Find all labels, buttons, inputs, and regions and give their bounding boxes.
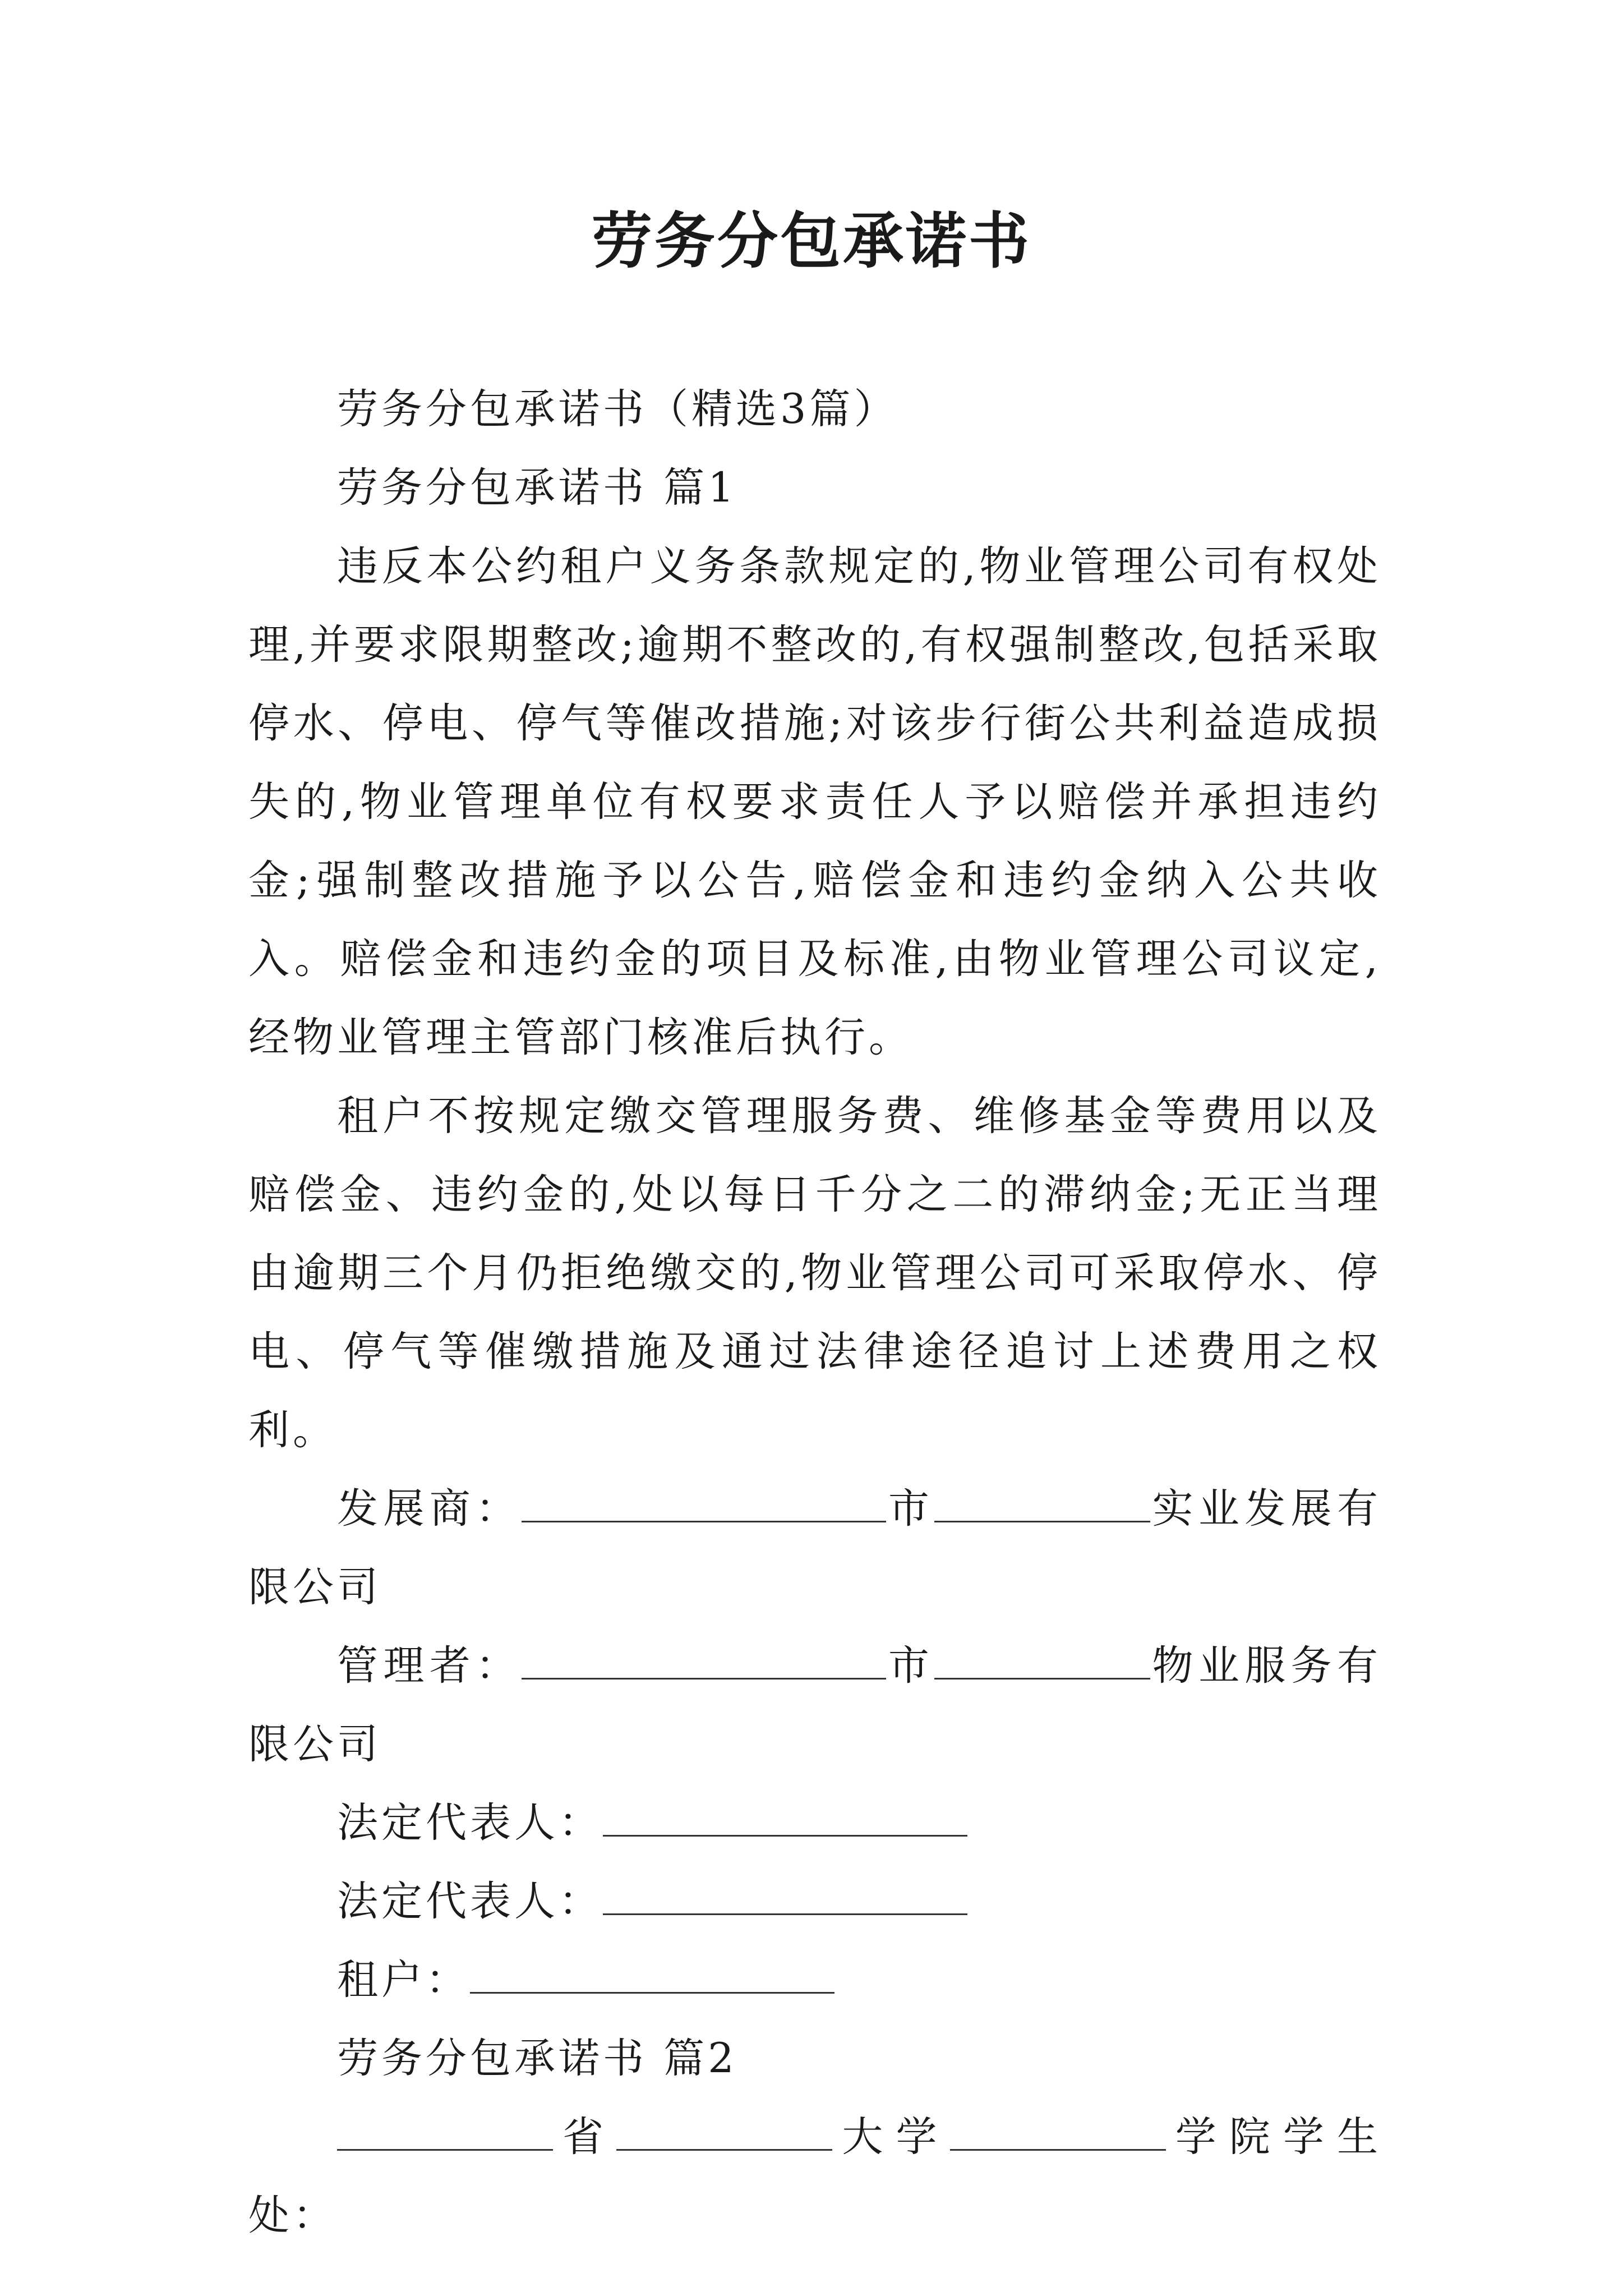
developer-suffix: 实业发展有限公司: [248, 1485, 1382, 1611]
legal-rep-label-1: 法定代表人：: [337, 1799, 603, 1847]
university-blank: [616, 2110, 832, 2151]
province-label: 省: [553, 2113, 617, 2161]
paragraph-2: 租户不按规定缴交管理服务费、维修基金等费用以及赔偿金、违约金的,处以每日千分之二的滞纳金;无正当理由逾期三个月仍拒绝缴交的,物业管理公司可采取停水、停电、停气等催缴措施及通过法律途径追讨上述费用之权利。: [248, 1092, 1381, 1454]
tenant-blank: [470, 1953, 834, 1994]
legal-rep-blank-2: [603, 1874, 967, 1915]
subtitle: 劳务分包承诺书（精选3篇）: [337, 385, 898, 433]
developer-blank: [522, 1481, 886, 1522]
legal-rep-label-2: 法定代表人：: [337, 1878, 603, 1925]
developer-city-blank: [934, 1481, 1150, 1522]
section-heading-1: 劳务分包承诺书 篇1: [337, 464, 737, 512]
manager-line: [248, 1627, 1381, 1784]
manager-suffix: 物业服务有限公司: [248, 1642, 1382, 1768]
paragraph-1: 违反本公约租户义务条款规定的,物业管理公司有权处理,并要求限期整改;逾期不整改的,有权强制整改,包括采取停水、停电、停气等催改措施;对该步行街公共利益造成损失的,物业管理单位有权要求责任人予以赔偿并承担违约金;强制整改措施予以公告,赔偿金和违约金纳入公共收入。赔偿金和违约金的项目及标准,由物业管理公司议定,经物业管理主管部门核准后执行。: [248, 542, 1381, 1061]
province-blank: [337, 2110, 553, 2151]
legal-rep-line-2: [248, 1862, 1381, 1941]
section-heading-2: 劳务分包承诺书 篇2: [337, 2035, 737, 2082]
legal-rep-blank-1: [603, 1796, 967, 1837]
developer-line: [248, 1470, 1381, 1627]
university-label: 大学: [832, 2113, 950, 2161]
tenant-label: 租户：: [337, 1956, 470, 2004]
manager-city-label: 市: [886, 1642, 935, 1690]
manager-blank: [522, 1639, 886, 1680]
manager-label: 管理者：: [337, 1642, 522, 1690]
legal-rep-line-1: [248, 1784, 1381, 1862]
manager-city-blank: [934, 1639, 1150, 1680]
developer-city-label: 市: [886, 1485, 935, 1533]
college-label: 学院学生处：: [248, 2113, 1382, 2239]
college-blank: [950, 2110, 1166, 2151]
address-line: [248, 2098, 1381, 2255]
document-body: [248, 370, 1381, 2255]
document-title: 劳务分包承诺书: [591, 206, 1031, 277]
tenant-line: [248, 1941, 1381, 2019]
developer-label: 发展商：: [337, 1485, 522, 1533]
